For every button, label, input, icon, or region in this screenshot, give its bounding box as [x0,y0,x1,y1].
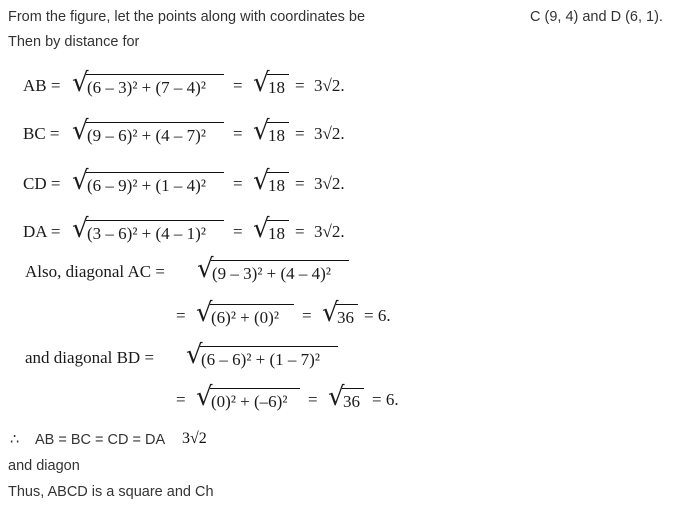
equals: = [295,76,305,95]
equals: = [295,124,305,143]
side-result: 3√2. [314,222,345,241]
radical-value: √ 36 [322,304,358,328]
conclusion-value: 3√2 [182,430,207,447]
radical: √ (3 – 6)² + (4 – 1)² [72,220,224,244]
equals: = [176,390,186,409]
radical: √ (6 – 6)² + (1 – 7)² [186,346,338,370]
radical: √ (6 – 3)² + (7 – 4)² [72,74,224,98]
radical: √ (9 – 3)² + (4 – 4)² [197,260,349,284]
equals: = [233,174,243,193]
equals: = [176,306,186,325]
therefore-symbol: ∴ [10,432,20,448]
diagonal-bd-label: and diagonal BD = [25,348,155,367]
equals: = [233,124,243,143]
side-result: 3√2. [314,174,345,193]
side-label: AB = [23,76,61,95]
radical-value: √ 18 [253,220,289,244]
equals: = [295,222,305,241]
radical: √ (6 – 9)² + (1 – 4)² [72,172,224,196]
equals: = [308,390,318,409]
radical-value: √ 18 [253,74,289,98]
equals: = [302,306,312,325]
conclusion-line-1: AB = BC = CD = DA [35,432,166,448]
radicand: (9 – 6)² + (4 – 7)² [87,126,206,145]
diagonal-ac-result: = 6. [364,306,391,325]
intro-line-2: Then by distance for [8,34,140,50]
radicand: (3 – 6)² + (4 – 1)² [87,224,206,243]
diagonal-bd-result: = 6. [372,390,399,409]
radical-value: √ 36 [328,388,364,412]
side-label: BC = [23,124,60,143]
conclusion-line-3: Thus, ABCD is a square and Ch [8,484,214,500]
intro-line-1-right: C (9, 4) and D (6, 1). [530,9,663,25]
radicand: (6 – 9)² + (1 – 4)² [87,176,206,195]
radical: √ (9 – 6)² + (4 – 7)² [72,122,224,146]
equals: = [233,76,243,95]
radical: √ (6)² + (0)² [196,304,294,328]
radical-value: √ 18 [253,172,289,196]
side-result: 3√2. [314,124,345,143]
radical-value: √ 18 [253,122,289,146]
side-result: 3√2. [314,76,345,95]
conclusion-line-2: and diagon [8,458,80,474]
equals: = [295,174,305,193]
radical: √ (0)² + (–6)² [196,388,300,412]
intro-line-1: From the figure, let the points along with coordinates be [8,9,366,25]
side-label: CD = [23,174,61,193]
side-label: DA = [23,222,61,241]
radicand: (6 – 3)² + (7 – 4)² [87,78,206,97]
equals: = [233,222,243,241]
diagonal-ac-label: Also, diagonal AC = [25,262,165,281]
